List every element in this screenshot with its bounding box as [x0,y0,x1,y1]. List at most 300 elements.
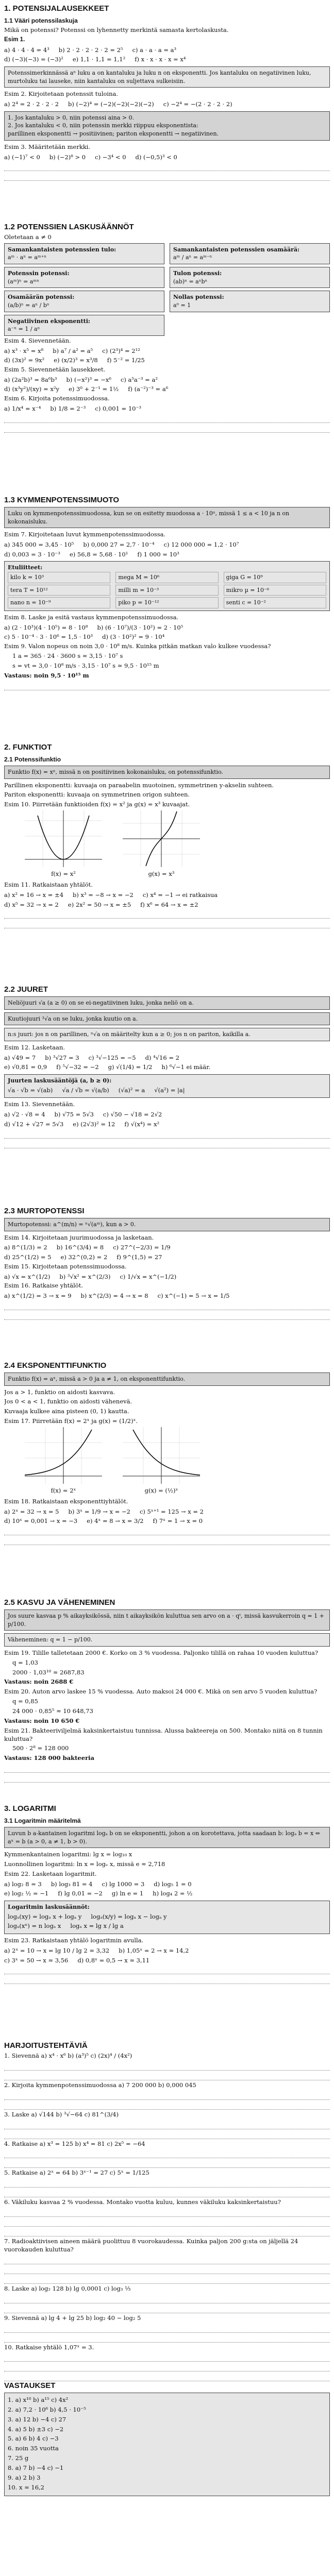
rule-name: Nollas potenssi: [173,294,224,301]
example-row [4,1063,330,1072]
rule-name: Samankantaisten potenssien osamäärä: [173,246,300,253]
definition-box: n:s juuri: jos n on parillinen, ⁿ√a on määritelty kun a ≥ 0; jos n on pariton, kaikilla a. [4,1028,330,1041]
example-item: e) 3⁰ + 2⁻¹ = 1½ [69,385,119,393]
example-item: f) x⁶ = 64 → x = ±2 [140,901,198,908]
rule-box [4,315,164,336]
prefix-item: mega M = 10⁶ [115,572,218,583]
example-item: b) (−x²)³ = −x⁶ [66,376,111,383]
rule-name: Samankantaisten potenssien tulo: [8,246,116,253]
rule-formula: a⁰ = 1 [173,301,191,309]
rule-line: 1. Jos kantaluku > 0, niin potenssi aina > 0. [8,114,135,121]
example-label: Esim 14. Kirjoitetaan juurimuodossa ja lasketaan. [4,1233,154,1241]
example-item: d) ⁴√16 = 2 [145,1054,179,1061]
definition-box: Luvun b a-kantainen logaritmi logₐ b on se eksponentti, johon a on korotettava, jotta saadaan b: logₐ b = x ⇔ aˣ = b (a > 0, a ≠ 1, b > 0). [4,1827,330,1848]
definition-box: Funktio f(x) = xⁿ, missä n on positiivinen kokonaisluku, on potenssifunktio. [4,766,330,779]
example-item: a) 2ˣ = 32 → x = 5 [4,1507,59,1515]
example-row [4,1517,330,1526]
answer-line [4,424,330,433]
rule-formula: √a / √b = √(a/b) [62,1086,109,1094]
answer-line [4,2304,330,2313]
example-item: a) 345 000 = 3,45 · 10⁵ [4,541,74,549]
example-item: b) 1/8 = 2⁻³ [50,405,86,412]
rule-formula: logₐ(x/y) = logₐ x − logₐ y [91,1912,167,1920]
rules-title: Juurten laskusääntöjä (a, b ≥ 0): [8,1077,112,1084]
example-row [4,100,330,109]
example-row [4,404,330,413]
rule-box [170,291,330,312]
prefix-item: milli m = 10⁻³ [115,585,218,596]
example-item: f) 9^(1,5) = 27 [116,1253,162,1261]
graph-parabola [25,810,102,867]
answer-line [4,2149,330,2158]
section-title: 1.3 KYMMENPOTENSSIMUOTO [4,496,120,504]
example-item: b) (−2)⁸ > 0 [49,153,86,161]
example-row [4,356,330,365]
rule-box [170,267,330,288]
subsection-title: 2.1 Potenssifunktio [4,756,61,763]
example-item: c) x⁴ = −1 → ei ratkaisua [142,891,218,899]
example-label: Esim 21. Bakteeriviljelmä kaksinkertaistuu tunnissa. Alussa bakteereja on 500. Montako niitä on 8 tunnin kuluttua? [4,1726,323,1742]
example-item: c) −2⁴ = −(2 · 2 · 2 · 2) [163,100,232,108]
answer-line [4,2189,330,2197]
example-row [4,376,330,384]
example-item: d) log₅ 1 = 0 [154,1880,192,1888]
example-row [4,347,330,355]
answer-line [4,2275,330,2284]
example-label: Esim 2. Kirjoitetaan potenssit tuloina. [4,90,119,98]
answer-line [4,910,330,919]
section-title: 2.5 KASVU JA VÄHENEMINEN [4,1598,115,1607]
example-item: h) log₄ 2 = ½ [153,1890,193,1897]
example-row [4,1110,330,1119]
answer-line [4,2218,330,2227]
task-item: 7. Radioaktiivisen aineen määrä puolittuu 8 vuorokaudessa. Kuinka paljon 200 g:sta on jäljellä 24 vuorokauden kuluttua? [4,2238,298,2253]
example-row [4,1243,330,1252]
example-item: d) 25^(1/2) = 5 [4,1253,52,1261]
example-item: f) (a⁻²)⁻³ = a⁶ [128,385,169,393]
graph-exp-growth [25,1427,102,1484]
example-item: b) 3ˣ = 1/9 → x = −2 [68,1507,130,1515]
solution-line: s = vt = 3,0 · 10⁸ m/s · 3,15 · 10⁷ s ≈ 9,5 · 10¹⁵ m [12,662,159,669]
example-item: e) 32^(0,2) = 2 [60,1253,108,1261]
section-eksponenttifunktio [4,1360,330,1546]
example-item: b) ³√x² = x^(2/3) [59,1273,111,1280]
graph-caption: g(x) = x³ [148,870,175,878]
answer-line [4,1774,330,1783]
definition-box: Väheneminen: q = 1 − p/100. [4,1633,330,1647]
example-item: d) (3x)² = 9x² [4,357,45,364]
answer-line [4,2295,330,2303]
answer-text: Vastaus: noin 10 650 € [4,1717,80,1724]
rule-line: 2. Jos kantaluku < 0, niin potenssin merkki riippuu eksponentista: [8,122,198,129]
graph-cubic [123,810,200,867]
section-logaritmi [4,1803,330,1985]
solution-line: 24 000 · 0,85⁵ ≈ 10 648,73 [12,1707,93,1715]
example-item: c) 1/√x = x^(−1/2) [120,1273,177,1280]
task-item: 10. Ratkaise yhtälö 1,07ˣ = 3. [4,2343,94,2351]
example-label: Esim 20. Auton arvo laskee 15 % vuodessa. Auto maksoi 24 000 €. Mikä on sen arvo 5 vuoden kuluttua? [4,1688,318,1696]
prefix-item: tera T = 10¹² [8,585,110,596]
example-item: d) 0,003 = 3 · 10⁻³ [4,550,60,558]
example-item: b) ³√27 = 3 [45,1054,79,1061]
example-item: e) 2x² = 50 → x = ±5 [68,901,131,908]
example-label: Esim 12. Lasketaan. [4,1043,65,1051]
answer-line [4,1527,330,1535]
rule-formula: aᵐ · aⁿ = aᵐ⁺ⁿ [8,254,47,261]
subsection-title: 1.1 Vääri potenssilaskuja [4,17,78,24]
rule-formula: √a · √b = √(ab) [8,1086,53,1094]
definition-box: Funktio f(x) = aˣ, missä a > 0 ja a ≠ 1, on eksponenttifunktio. [4,1372,330,1386]
section-kymmenpotenssi [4,495,330,691]
rule-box [4,267,164,288]
task-item: 2. Kirjoita kymmenpotenssimuodossa a) 7 200 000 b) 0,000 045 [4,2081,196,2089]
section-potenssifunktio [4,742,330,929]
answer-item: 2. a) 7,2 · 10⁶ b) 4,5 · 10⁻⁵ [8,2405,86,2413]
example-item: b) 2 · 2 · 2 · 2 · 2 = 2⁵ [58,46,123,54]
example-row [4,1507,330,1516]
example-item: a) √x = x^(1/2) [4,1273,51,1280]
rule-name: Tulon potenssi: [173,270,222,277]
graph-caption: g(x) = (½)ˣ [144,1487,178,1495]
answer-line [4,1311,330,1320]
example-item: c) 0,001 = 10⁻³ [95,405,142,412]
example-row [4,1120,330,1129]
rule-name: Osamäärän potenssi: [8,294,75,301]
rules-box [4,1074,330,1098]
prefix-item: mikro µ = 10⁻⁶ [224,585,326,596]
paragraph: Kuvaaja kulkee aina pisteen (0, 1) kautta. [4,1408,129,1415]
graph-row [4,1427,330,1497]
answer-text: Vastaus: noin 9,5 · 10¹⁵ m [4,671,89,679]
rules-row [8,1922,326,1930]
section-potenssit [4,3,330,182]
example-item: c) 27^(−2/3) = 1/9 [113,1244,171,1251]
answer-line [4,2121,330,2129]
example-item: f) 7ˣ = 1 → x = 0 [153,1517,203,1525]
section-vastaukset [4,2380,330,2499]
answer-line [4,2228,330,2236]
example-item: c) a⁵a⁻³ = a² [120,376,158,383]
solution-line: 1 a = 365 · 24 · 3600 s ≈ 3,15 · 10⁷ s [12,652,123,659]
task-item: 1. Sievennä a) x⁴ · x⁶ b) (a³)⁵ c) (2x)⁴ / (4x²) [4,2052,132,2059]
rules-box [4,1901,330,1934]
example-item: a) (2a²b)³ = 8a⁶b³ [4,376,57,383]
section-title: 2.2 JUURET [4,985,48,994]
example-label: Esim 22. Lasketaan logaritmit. [4,1870,97,1877]
answer-line [4,2101,330,2110]
task-item: 6. Väkiluku kasvaa 2 % vuodessa. Montako vuotta kuluu, kunnes väkiluku kaksinkertaistuu? [4,2198,281,2206]
section-juuret [4,984,330,1149]
graph-panel [123,1427,200,1497]
example-item: b) √75 = 5√3 [54,1111,94,1118]
example-item: a) 2ˣ = 10 → x = lg 10 / lg 2 ≈ 3,32 [4,1946,110,1954]
rule-line: parillinen eksponentti → positiivinen; pariton eksponentti → negatiivinen. [8,130,219,138]
example-item: e) 1,1 · 1,1 = 1,1² [72,56,126,63]
rule-formula: aᵐ / aⁿ = aᵐ⁻ⁿ [173,254,212,261]
example-item: a) √49 = 7 [4,1054,36,1061]
example-label: Esim 8. Laske ja esitä vastaus kymmenpotenssimuodossa. [4,613,179,621]
section-title: 1. POTENSIJALAUSEKKEET [4,4,109,13]
example-row [4,385,330,394]
rule-box [4,111,330,141]
example-item: b) (−2)⁴ = (−2)(−2)(−2)(−2) [68,100,154,108]
example-item: a) 8^(1/3) = 2 [4,1244,47,1251]
definition-box: Murtopotenssi: a^(m/n) = ⁿ√(aᵐ), kun a > 0. [4,1218,330,1231]
example-item: a) log₂ 8 = 3 [4,1880,42,1888]
subsection-title: 3.1 Logaritmin määritelmä [4,1817,81,1824]
rule-formula: (√a)² = a [118,1086,145,1094]
rules-grid [4,243,330,336]
example-item: g) ln e = 1 [111,1890,144,1897]
example-row [4,901,330,909]
example-item: d) (−0,5)³ < 0 [135,153,177,161]
answer-line [4,2363,330,2371]
answer-line [4,162,330,171]
definition-box: Kuutiojuuri ³√a on se luku, jonka kuutio on a. [4,1012,330,1026]
task-item: 9. Sievennä a) lg 4 + lg 25 b) log₂ 40 − log₂ 5 [4,2314,141,2321]
example-label: Esim 11. Ratkaistaan yhtälöt. [4,881,93,889]
solution-line: 2000 · 1,03¹⁰ ≈ 2687,83 [12,1668,85,1676]
prefix-title: Etuliitteet: [8,564,43,571]
example-row [4,1889,330,1898]
example-item: a) 2⁴ = 2 · 2 · 2 · 2 [4,100,59,108]
answer-item: 1. a) x¹⁰ b) a¹⁵ c) 4x² [8,2396,69,2403]
graph-row [4,810,330,880]
definition-box: Potenssimerkinnässä aⁿ luku a on kantaluku ja luku n on eksponentti. Jos kantaluku on negatiivinen luku, murtoluku tai lauseke, niin kantaluku on suljettava sulkeisiin. [4,66,330,88]
answer-line [4,2091,330,2100]
answer-item: 10. x ≈ 16,2 [8,2483,44,2491]
example-item: d) (x³y²)/(xy) = x²y [4,385,60,393]
section-title: 3. LOGARITMI [4,1804,56,1813]
rule-formula: logₐ x = lg x / lg a [70,1922,124,1930]
graph-caption: f(x) = x² [51,870,76,878]
example-row [4,623,330,632]
example-item: c) x^(−1) = 5 → x = 1/5 [157,1292,230,1300]
answer-line [4,2072,330,2080]
rule-name: Potenssin potenssi: [8,270,70,277]
answer-line [4,1536,330,1545]
paragraph: Kymmenkantainen logaritmi: lg x = log₁₀ x [4,1851,132,1858]
example-item: a) 1/x⁴ = x⁻⁴ [4,405,41,412]
example-label: Esim 10. Piirretään funktioiden f(x) = x² ja g(x) = x³ kuvaajat. [4,801,190,808]
example-item: a) (2 · 10³)(4 · 10⁵) = 8 · 10⁸ [4,623,88,631]
rule-box [170,243,330,264]
answer-line [4,2159,330,2168]
example-item: b) 0,000 27 = 2,7 · 10⁻⁴ [83,541,155,549]
paragraph: Pariton eksponentti: kuvaaja on symmetrinen origon suhteen. [4,791,190,799]
task-item: 8. Laske a) log₂ 128 b) lg 0,0001 c) log₃ ⅓ [4,2284,131,2292]
example-label: Esim 23. Ratkaistaan yhtälö logaritmin avulla. [4,1937,144,1944]
example-item: f) √(x⁴) = x² [124,1120,160,1128]
example-row [4,1253,330,1262]
section-title: 2.3 MURTOPOTENSSI [4,1207,85,1215]
section-kasvu [4,1597,330,1784]
graph-panel [123,810,200,880]
answer-item: 3. a) 12 b) −4 c) 27 [8,2415,66,2423]
example-item: d) √12 + √27 = 5√3 [4,1120,64,1128]
answer-line [4,2130,330,2139]
rule-formula: (ab)ⁿ = aⁿbⁿ [173,278,208,285]
section-harjoitukset [4,2040,330,2382]
graph-caption: f(x) = 2ˣ [51,1487,76,1495]
example-item: e) 56,8 = 5,68 · 10¹ [69,550,128,558]
answer-item: 8. a) 7 b) −4 c) −1 [8,2464,64,2472]
prefix-box [4,561,330,611]
example-item: b) (6 · 10⁷)/(3 · 10²) = 2 · 10⁵ [97,623,183,631]
example-label: Esim 7. Kirjoitetaan luvut kymmenpotenssimuodossa. [4,531,166,538]
example-item: c) −3⁴ < 0 [95,153,126,161]
answers-box [4,2393,330,2496]
section-title: 2. FUNKTIOT [4,743,52,752]
example-item: f) x · x · x · x = x⁴ [135,56,186,63]
rules-row [8,1086,326,1095]
example-item: d) 0,8ˣ = 0,5 → x ≈ 3,11 [77,1956,150,1964]
answer-line [4,1130,330,1139]
example-item: c) 3ˣ = 50 → x ≈ 3,56 [4,1956,69,1964]
task-item: 4. Ratkaise a) x³ = 125 b) x⁴ = 81 c) 2x⁵ = −64 [4,2140,145,2147]
task-item: 3. Laske a) √144 b) ³√−64 c) 81^(3/4) [4,2110,119,2118]
example-item: f) ⁵√−32 = −2 [56,1063,99,1071]
example-label: Esim 17. Piirretään f(x) = 2ˣ ja g(x) = (1/2)ˣ. [4,1417,138,1425]
graph-panel [25,1427,102,1497]
task-item: 5. Ratkaise a) 2ˣ = 64 b) 3ˣ⁻¹ = 27 c) 5ˣ = 1/125 [4,2169,149,2177]
example-label: Esim 1. [4,36,25,43]
paragraph: Oletetaan a ≠ 0 [4,233,52,241]
example-label: Esim 5. Sievennetään lausekkeet. [4,365,106,373]
answer-item: 5. a) 6 b) 4 c) −3 [8,2435,59,2443]
answer-line [4,414,330,423]
example-label: Esim 19. Tilille talletetaan 2000 €. Korko on 3 % vuodessa. Paljonko tilillä on rahaa 10 vuoden kuluttua? [4,1649,319,1656]
example-label: Esim 16. Ratkaise yhtälöt. [4,1282,84,1290]
example-item: b) x³ = −8 → x = −2 [73,891,133,899]
example-item: f) lg 0,01 = −2 [58,1890,103,1897]
example-item: e) 4ˣ = 8 → x = 3/2 [87,1517,144,1525]
answer-item: 4. a) 5 b) ±3 c) −2 [8,2425,64,2433]
example-item: d) (−3)(−3) = (−3)² [4,56,63,63]
example-item: a) x^(1/2) = 3 → x = 9 [4,1292,72,1300]
example-label: Esim 13. Sievennetään. [4,1100,75,1108]
section-title: 1.2 POTENSSIEN LASKUSÄÄNNÖT [4,223,134,231]
prefix-item: piko p = 10⁻¹² [115,597,218,608]
rule-box [4,243,164,264]
answer-line [4,2324,330,2333]
rule-formula: (a/b)ⁿ = aⁿ / bⁿ [8,301,49,309]
example-item: c) 5 · 10⁻⁴ · 3 · 10⁶ = 1,5 · 10³ [4,633,93,641]
example-row [4,1880,330,1889]
example-item: f) 5⁻² = 1/25 [107,357,145,364]
definition-box: Luku on kymmenpotenssimuodossa, kun se on esitetty muodossa a · 10ⁿ, missä 1 ≤ a < 10 ja n on kokonaisluku. [4,507,330,528]
example-item: b) 16^(3/4) = 8 [56,1244,104,1251]
answer-line [4,2265,330,2274]
example-row [4,1956,330,1965]
example-row [4,891,330,900]
example-item: a) (−1)⁷ < 0 [4,153,40,161]
example-item: c) 12 000 000 = 1,2 · 10⁷ [163,541,239,549]
example-item: g) √(1/4) = 1/2 [108,1063,153,1071]
example-item: e) log₂ ½ = −1 [4,1890,49,1897]
answer-line [4,920,330,928]
answer-line [4,1975,330,1984]
example-row [4,153,330,162]
definition-box: Jos suure kasvaa p % aikayksikössä, niin t aikayksikön kuluttua sen arvo on a · qᵗ, missä kasvukerroin q = 1 + p/100. [4,1609,330,1631]
example-item: d) x⁵ = 32 → x = 2 [4,901,59,908]
example-item: c) a · a · a = a³ [132,46,177,54]
solution-line: q = 0,85 [12,1698,38,1705]
answer-text: Vastaus: 128 000 bakteeria [4,1754,94,1762]
answer-item: 7. 25 g [8,2454,29,2462]
example-row [4,55,330,64]
example-label: Esim 15. Kirjoitetaan potenssimuodossa. [4,1262,127,1270]
example-item: c) ³√−125 = −5 [88,1054,136,1061]
section-title: VASTAUKSET [4,2381,56,2390]
graph-panel [25,810,102,880]
answer-line [4,2256,330,2264]
example-item: f) 1 000 = 10³ [137,550,179,558]
example-label: Esim 9. Valon nopeus on noin 3,0 · 10⁸ m/s. Kuinka pitkän matkan valo kulkee vuodessa? [4,642,271,650]
rule-box [4,291,164,312]
prefix-item: giga G = 10⁹ [224,572,326,583]
example-item: d) (3 · 10²)² = 9 · 10⁴ [102,633,165,641]
answer-line [4,2179,330,2188]
example-item: c) 5ˣ⁺¹ = 125 → x = 2 [139,1507,204,1515]
example-row [4,633,330,641]
prefix-grid [8,572,326,608]
prefix-item: nano n = 10⁻⁹ [8,597,110,608]
rule-formula: a⁻ⁿ = 1 / aⁿ [8,326,40,333]
solution-line: 500 · 2⁸ = 128 000 [12,1744,69,1752]
example-item: c) lg 1000 = 3 [102,1880,145,1888]
example-item: h) ⁶√−1 ei määr. [161,1063,211,1071]
answer-line [4,2334,330,2343]
example-item: c) (2³)⁴ = 2¹² [102,347,140,354]
example-row [4,540,330,549]
example-item: d) 10ˣ = 0,001 → x = −3 [4,1517,78,1525]
example-item: b) log₃ 81 = 4 [51,1880,93,1888]
prefix-item: senti c = 10⁻² [224,597,326,608]
paragraph: Luonnollinen logaritmi: ln x = logₑ x, missä e ≈ 2,718 [4,1860,165,1868]
example-item: e) (x/2)³ = x³/8 [54,357,98,364]
rule-formula: logₐ(xy) = logₐ x + logₐ y [8,1912,82,1920]
example-row [4,550,330,559]
answer-item: 6. noin 35 vuotta [8,2445,59,2452]
example-item: a) x³ · x⁵ = x⁸ [4,347,44,354]
answer-line [4,682,330,690]
rule-formula: (aᵐ)ⁿ = aᵐⁿ [8,278,39,285]
example-item: b) 1,05ˣ = 2 → x ≈ 14,2 [119,1946,189,1954]
example-item: c) √50 − √18 = 2√2 [103,1111,162,1118]
example-item: a) 4 · 4 · 4 = 4³ [4,46,49,54]
answer-line [4,1965,330,1974]
definition-box: Neliöjuuri √a (a ≥ 0) on se ei-negatiivinen luku, jonka neliö on a. [4,996,330,1010]
answer-line [4,1301,330,1310]
example-label: Esim 4. Sievennetään. [4,336,71,344]
section-laskusaannot [4,222,330,434]
section-murtopotenssi [4,1206,330,1321]
rules-title: Logaritmin laskusäännöt: [8,1904,90,1911]
section-title: HARJOITUSTEHTÄVIÄ [4,2041,88,2050]
example-item: b) a⁷ / a² = a⁵ [53,347,93,354]
example-item: e) (2√3)² = 12 [73,1120,115,1128]
answer-line [4,2062,330,2071]
answer-line [4,2353,330,2362]
solution-line: q = 1,03 [12,1658,38,1666]
example-item: b) x^(2/3) = 4 → x = 8 [80,1292,148,1300]
example-item: a) √2 · √8 = 4 [4,1111,45,1118]
rule-formula: logₐ(xⁿ) = n logₐ x [8,1922,61,1930]
paragraph: Parillinen eksponentti: kuvaaja on paraabelin muotoinen, symmetrinen y-akselin suhteen. [4,781,274,789]
rule-name: Negatiivinen eksponentti: [8,317,90,325]
answer-item: 9. a) 2 b) 3 [8,2473,41,2481]
